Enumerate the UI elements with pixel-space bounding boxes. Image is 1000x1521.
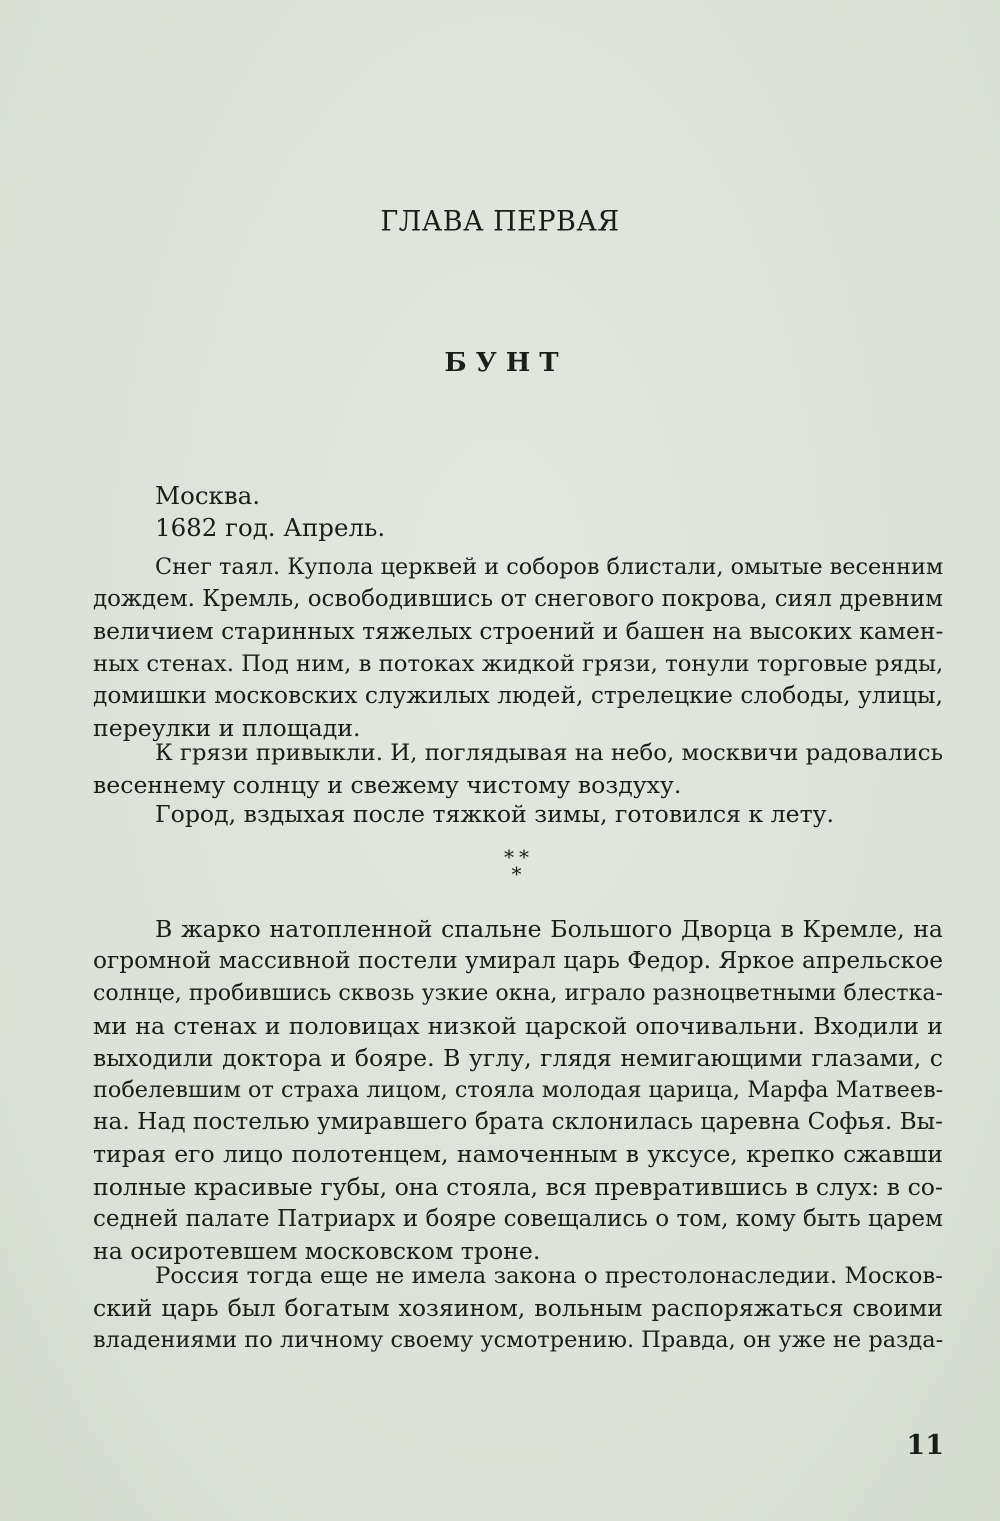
asterism-separator xyxy=(497,848,537,888)
text-line: седней палате Патриарх и бояре совещались о том, кому быть царем xyxy=(93,1205,943,1232)
page-number: 11 xyxy=(906,1430,944,1461)
chapter-heading: ГЛАВА ПЕРВАЯ xyxy=(380,205,620,238)
text-line: весеннему солнцу и свежему чистому воздуху. xyxy=(93,771,682,800)
text-line: ных стенах. Под ним, в потоках жидкой грязи, тонули торговые ряды, xyxy=(93,650,944,677)
text-line: побелевшим от страха лицом, стояла молодая царица, Марфа Матвеев- xyxy=(93,1077,944,1104)
text-line: переулки и площади. xyxy=(93,714,361,743)
text-line: ми на стенах и половицах низкой царской опочивальни. Входили и xyxy=(93,1011,943,1040)
paragraph-4 xyxy=(93,913,943,1267)
date-line: 1682 год. Апрель. xyxy=(155,513,386,542)
text-line: тирая его лицо полотенцем, намоченным в уксусе, крепко сжавши xyxy=(93,1140,943,1169)
text-line: дождем. Кремль, освободившись от снегового покрова, сиял древним xyxy=(93,586,943,613)
text-line: К грязи привыкли. И, поглядывая на небо, москвичи радовались xyxy=(155,740,943,766)
text-line: В жарко натопленной спальне Большого Дворца в Кремле, на xyxy=(155,915,943,943)
dateline xyxy=(155,480,385,544)
text-line: на. Над постелью умиравшего брата склонилась царевна Софья. Вы- xyxy=(93,1108,943,1136)
svg-text:*: * xyxy=(519,848,529,869)
asterism-icon xyxy=(497,848,537,888)
paragraph-5 xyxy=(93,1260,943,1357)
text-line: огромной массивной постели умирал царь Федор. Яркое апрельское xyxy=(93,947,944,975)
svg-text:*: * xyxy=(504,848,514,869)
text-line: на осиротевшем московском троне. xyxy=(93,1237,541,1266)
text-line: Снег таял. Купола церквей и соборов блистали, омытые весенним xyxy=(155,554,944,580)
text-line: величием старинных тяжелых строений и башен на высоких камен- xyxy=(93,617,944,646)
chapter-title: БУНТ xyxy=(444,348,568,378)
text-line: полные красивые губы, она стояла, вся превратившись в слух: в со- xyxy=(93,1172,943,1201)
paragraph-3 xyxy=(93,798,943,830)
text-line: Россия тогда еще не имела закона о престолонаследии. Москов- xyxy=(155,1263,943,1289)
text-line: ский царь был богатым хозяином, вольным распоряжаться своими xyxy=(93,1294,943,1323)
text-line: домишки московских служилых людей, стрелецкие слободы, улицы, xyxy=(93,681,943,709)
svg-text:*: * xyxy=(511,862,522,886)
paragraph-1 xyxy=(93,551,943,744)
text-line: солнце, пробившись сквозь узкие окна, играло разноцветными блестка- xyxy=(93,980,943,1007)
paragraph-2 xyxy=(93,737,943,801)
place-line: Москва. xyxy=(155,481,261,510)
text-line: владениями по личному своему усмотрению. Правда, он уже не разда- xyxy=(93,1327,944,1354)
text-line: выходили доктора и бояре. В углу, глядя немигающими глазами, с xyxy=(93,1043,943,1072)
text-line: Город, вздыхая после тяжкой зимы, готовился к лету. xyxy=(155,800,835,828)
